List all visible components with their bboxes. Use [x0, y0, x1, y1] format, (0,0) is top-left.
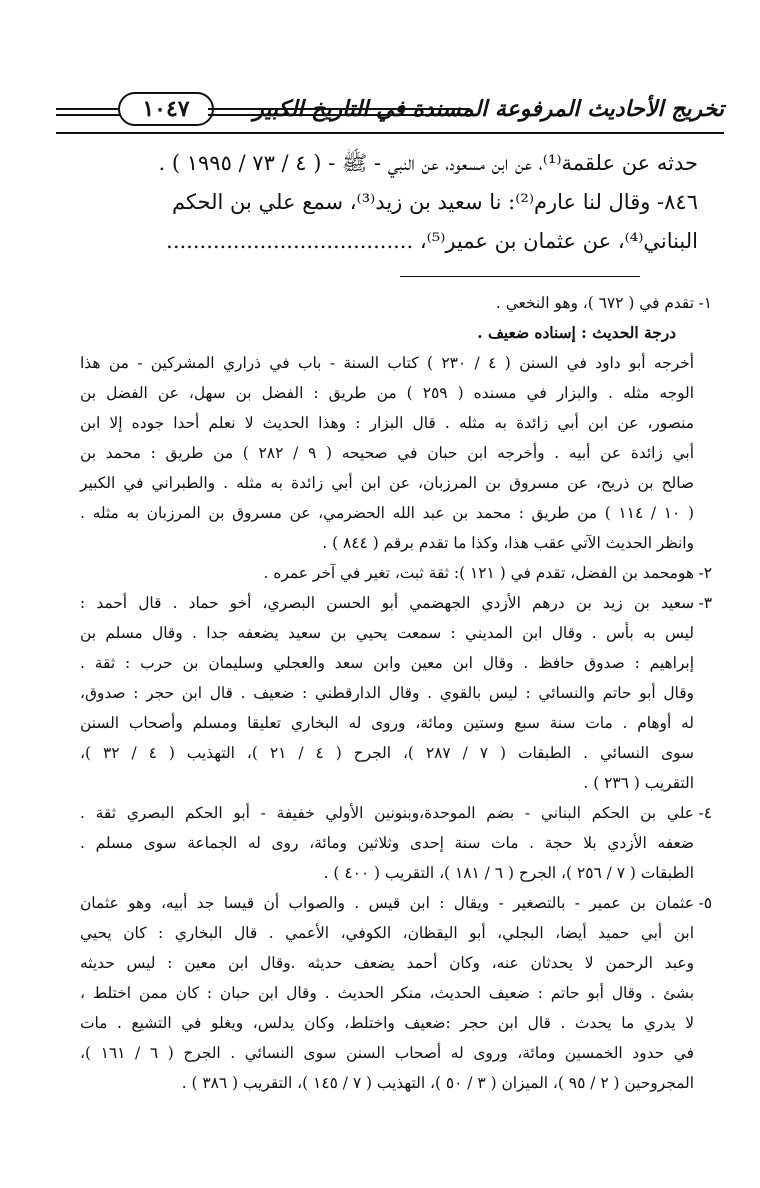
footnote-line: الطبقات ( ٧ / ٢٥٦ )، الجرح ( ٦ / ١٨١ )، التقريب ( ٤٠٠ ) . [323, 864, 694, 882]
footnote-line: ابن أبي حميد أيضا، البجلي، أبو اليقظان، الكوفي، الأعمي . قال البخاري : كان يحيي [80, 924, 694, 942]
footnote-line: ضعفه الأزدي بلا حجة . مات سنة إحدى وثلاثين ومائة، روى له الجماعة سوى مسلم . [80, 834, 694, 852]
running-header [56, 88, 724, 136]
footnote-line: أبي زائدة عن أبيه . وأخرجه ابن حبان في صحيحه ( ٩ / ٢٨٢ ) من طريق : محمد بن [80, 444, 694, 462]
header-rule [56, 114, 120, 116]
book-title: تخريج الأحاديث المرفوعة المسندة في التاريخ الكبير [253, 96, 724, 122]
footnote-line: إبراهيم : صدوق حافظ . وقال ابن معين وابن سعد والعجلي وسليمان بن حرب : ثقة . [80, 654, 694, 672]
footnote-3 [80, 588, 712, 798]
footnote-5 [80, 888, 712, 1098]
page-number: ١٠٤٧ [142, 96, 190, 122]
header-rule [56, 108, 120, 110]
footnotes [80, 288, 712, 1098]
footnote-line: علي بن الحكم البناني - بضم الموحدة،وبنونين الأولي خفيفة - أبو الحكم البصري ثقة . [80, 804, 694, 822]
footnote-4 [80, 798, 712, 888]
main-line: ٨٤٦- وقال لنا عارم⁽²⁾: نا سعيد بن زيد⁽³⁾، سمع علي بن الحكم [171, 190, 698, 214]
footnote-line: منصور، عن ابن أبي زائدة به مثله . قال البزار : وهذا الحديث لا نعلم أحدا جوده إلا ابن [80, 414, 694, 432]
footnote-number: ٣- [698, 594, 712, 612]
footnote-line: عثمان بن عمير - بالتصغير - ويقال : ابن قيس . والصواب أن قيسا جد أبيه، وهو عثمان [80, 894, 694, 912]
footnote-line: لا يدري ما يحدث . قال ابن حجر :ضعيف واختلط، وكان يدلس، ويغلو في التشيع . مات [80, 1014, 694, 1032]
footnote-line: سوى النسائي . الطبقات ( ٧ / ٢٨٧ )، الجرح ( ٤ / ٢١ )، التهذيب ( ٤ / ٣٢ )، [80, 744, 694, 762]
footnote-line: ( ١٠ / ١١٤ ) من طريق : محمد بن عبد الله الحضرمي، عن مسروق بن المرزبان به مثله . [80, 504, 694, 522]
footnote-line: هومحمد بن الفضل، تقدم في ( ١٢١ ): ثقة ثبت، تغير في آخر عمره . [263, 564, 694, 582]
footnote-line: وقال أبو حاتم والنسائي : ليس بالقوي . وقال الدارقطني : ضعيف . قال ابن حجر : صدوق، [80, 684, 694, 702]
header-underline [56, 132, 724, 134]
footnote-line: في حدود الخمسين ومائة، وروى له أصحاب السنن سوى النسائي . الجرح ( ٦ / ١٦١ )، [80, 1044, 694, 1062]
footnote-line: بشئ . وقال أبو حاتم : ضعيف الحديث، منكر الحديث . وقال ابن حبان : كان ممن اختلط ، [80, 984, 694, 1002]
main-line: البناني⁽⁴⁾، عن عثمان بن عمير⁽⁵⁾، ..................................... [166, 229, 698, 253]
footnote-2 [80, 558, 712, 588]
footnote-line: صالح بن ذريح، عن مسروق بن المرزبان، عن ابن أبي زائدة به مثله . والطبراني في الكبير [80, 474, 694, 492]
main-text [88, 144, 698, 261]
footnote-line: له أوهام . مات سنة سبع وستين ومائة، وروى له البخاري تعليقا ومسلم وأصحاب السنن [80, 714, 694, 732]
footnote-number: ٢- [698, 564, 712, 582]
footnote-line: التقريب ( ٢٣٦ ) . [583, 774, 694, 792]
footnote-line: سعيد بن زيد بن درهم الأزدي الجهضمي أبو الحسن البصري، أخو حماد . قال أحمد : [80, 594, 694, 612]
hadith-grade: درجة الحديث : إسناده ضعيف . [477, 324, 676, 342]
footnote-number: ١- [698, 294, 712, 312]
main-line: حدثه عن علقمة⁽¹⁾، عن ابن مسعود، عن النبي - ﷺ - ( ٤ / ٧٣ / ١٩٩٥ ) . [158, 151, 698, 175]
footnote-line: ليس به بأس . وقال ابن المديني : سمعت يحيي بن سعيد يضعفه جدا . وقال مسلم بن [80, 624, 694, 642]
footnote-line: وانظر الحديث الآتي عقب هذا، وكذا ما تقدم برقم ( ٨٤٤ ) . [322, 534, 694, 552]
footnote-number: ٤- [698, 804, 712, 822]
footnote-line: أخرجه أبو داود في السنن ( ٤ / ٢٣٠ ) كتاب السنة - باب في ذراري المشركين - من هذا [80, 354, 694, 372]
footnote-line: المجروحين ( ٢ / ٩٥ )، الميزان ( ٣ / ٥٠ )، التهذيب ( ٧ / ١٤٥ )، التقريب ( ٣٨٦ ) . [181, 1074, 694, 1092]
footnote-number: ٥- [698, 894, 712, 912]
footnote-1 [80, 288, 712, 558]
page-number-badge [118, 92, 214, 126]
footnote-line: وعبد الرحمن لا يحدثان عنه، وكان أحمد يضعف حديثه .وقال ابن معين : ليس حديثه [80, 954, 694, 972]
footnote-line: تقدم في ( ٦٧٢ )، وهو النخعي . [495, 294, 694, 312]
footnote-separator [400, 276, 640, 277]
footnote-line: الوجه مثله . والبزار في مسنده ( ٢٥٩ ) من طريق : الفضل بن سهل، عن الفضل بن [80, 384, 695, 402]
